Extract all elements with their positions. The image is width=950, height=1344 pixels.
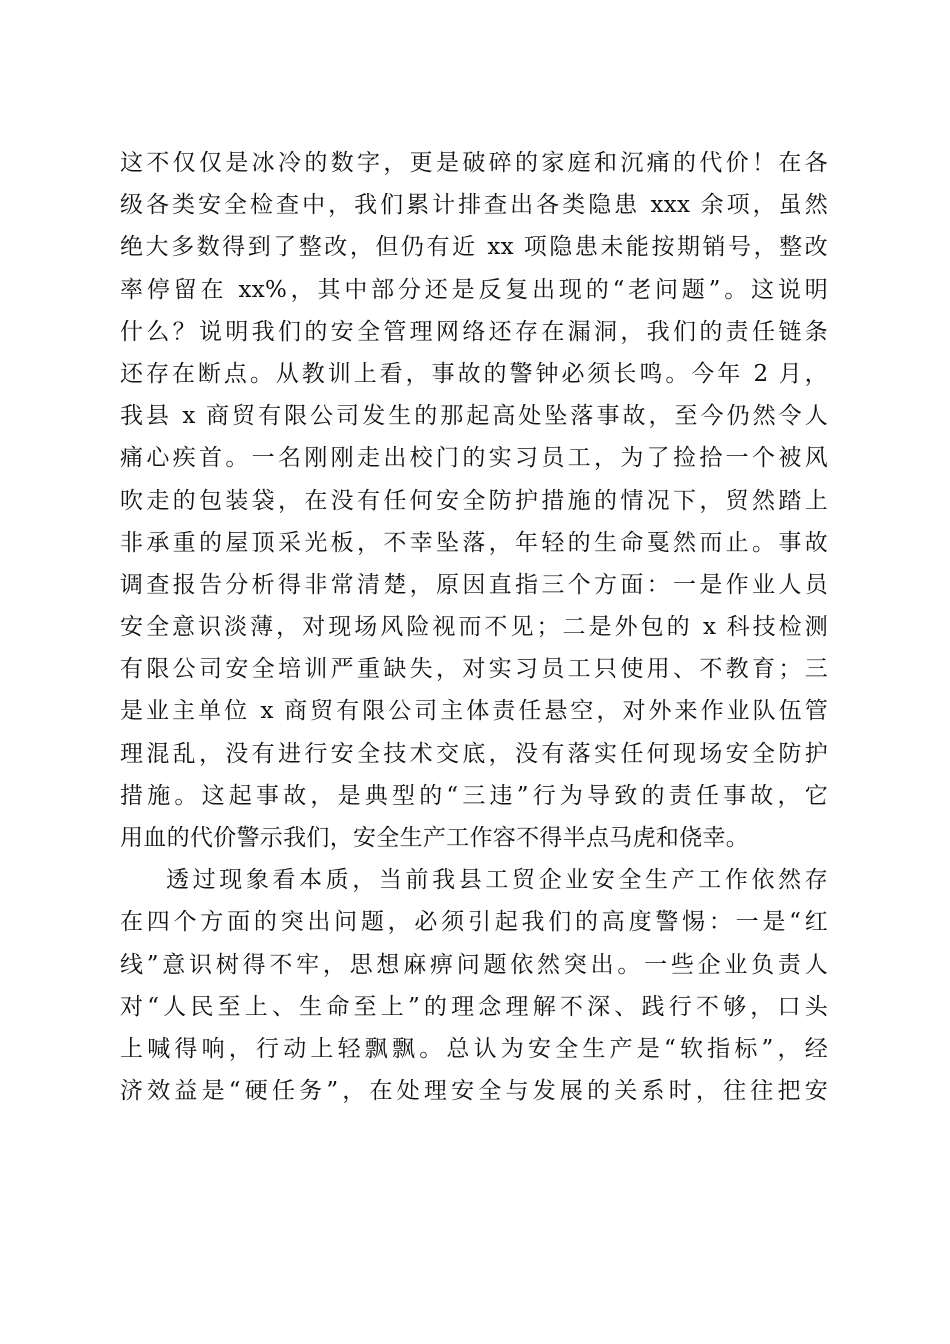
text-line: 率停留在 xx%，其中部分还是反复出现的“老问题”。这说明 — [120, 276, 828, 303]
document-body — [120, 142, 828, 1112]
text-line: 在四个方面的突出问题，必须引起我们的高度警惕：一是“红 — [120, 909, 828, 936]
text-line: 什么？说明我们的安全管理网络还存在漏洞，我们的责任链条 — [120, 318, 828, 345]
text-line: 用血的代价警示我们，安全生产工作容不得半点马虎和侥幸。 — [120, 825, 750, 851]
text-line: 吹走的包装袋，在没有任何安全防护措施的情况下，贸然踏上 — [120, 487, 828, 514]
text-line: 我县 x 商贸有限公司发生的那起高处坠落事故，至今仍然令人 — [120, 403, 828, 430]
text-line: 调查报告分析得非常清楚，原因直指三个方面：一是作业人员 — [120, 571, 828, 598]
text-line: 绝大多数得到了整改，但仍有近 xx 项隐患未能按期销号，整改 — [120, 234, 828, 261]
text-line: 济效益是“硬任务”，在处理安全与发展的关系时，往往把安 — [120, 1078, 828, 1105]
text-line: 措施。这起事故，是典型的“三违”行为导致的责任事故，它 — [120, 782, 828, 809]
text-line: 这不仅仅是冰冷的数字，更是破碎的家庭和沉痛的代价！在各 — [120, 150, 828, 176]
text-line: 安全意识淡薄，对现场风险视而不见；二是外包的 x 科技检测 — [120, 614, 828, 641]
text-line: 是业主单位 x 商贸有限公司主体责任悬空，对外来作业队伍管 — [120, 698, 828, 725]
text-line: 透过现象看本质，当前我县工贸企业安全生产工作依然存 — [166, 867, 828, 894]
paragraph-1 — [120, 142, 828, 859]
text-line: 级各类安全检查中，我们累计排查出各类隐患 xxx 余项，虽然 — [120, 192, 828, 219]
text-line: 还存在断点。从教训上看，事故的警钟必须长鸣。今年 2 月， — [120, 360, 828, 387]
paragraph-2 — [120, 859, 828, 1112]
text-line: 线”意识树得不牢，思想麻痹问题依然突出。一些企业负责人 — [120, 951, 828, 978]
text-line: 上喊得响，行动上轻飘飘。总认为安全生产是“软指标”，经 — [120, 1035, 828, 1062]
text-line: 有限公司安全培训严重缺失，对实习员工只使用、不教育；三 — [120, 656, 828, 683]
text-line: 对“人民至上、生命至上”的理念理解不深、践行不够，口头 — [120, 993, 828, 1020]
text-line: 理混乱，没有进行安全技术交底，没有落实任何现场安全防护 — [120, 740, 828, 767]
text-line: 非承重的屋顶采光板，不幸坠落，年轻的生命戛然而止。事故 — [120, 529, 828, 556]
text-line: 痛心疾首。一名刚刚走出校门的实习员工，为了捡拾一个被风 — [120, 445, 828, 472]
